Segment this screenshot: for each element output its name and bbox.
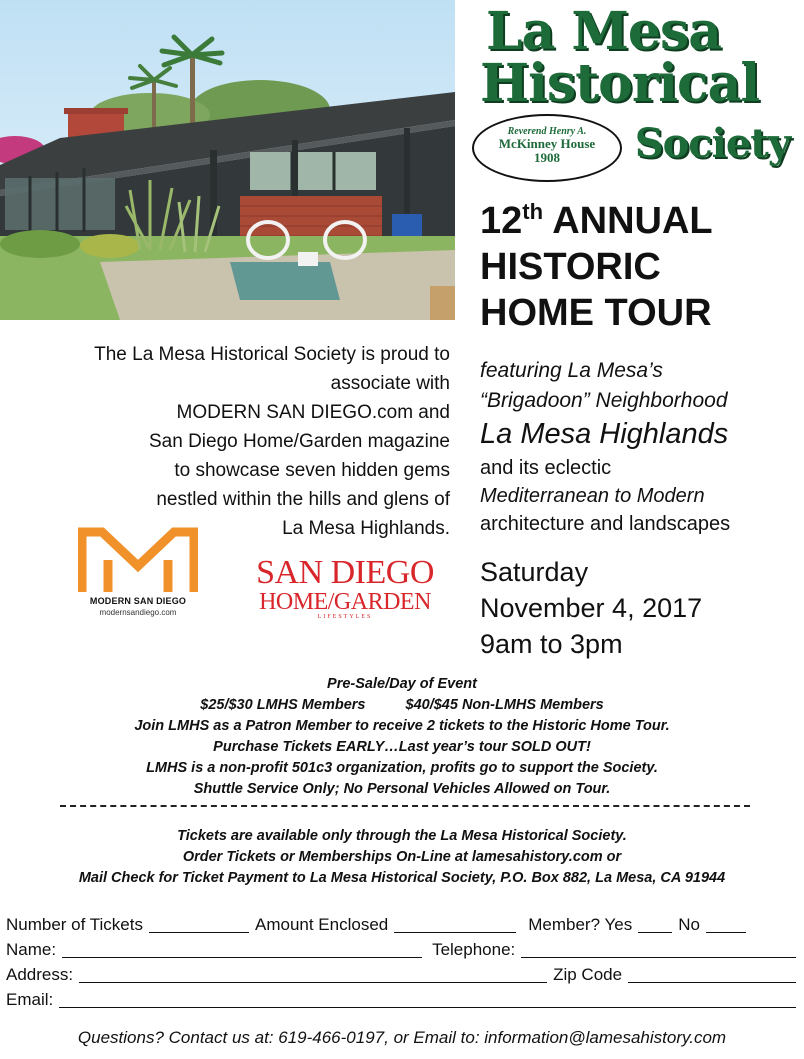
info-line: Join LMHS as a Patron Member to receive 2 tickets to the Historic Home Tour. (134, 718, 670, 734)
event-date-line: November 4, 2017 (480, 593, 703, 623)
info-line: Purchase Tickets EARLY…Last year’s tour SOLD OUT! (213, 739, 591, 755)
featuring-line1: featuring La Mesa’s (480, 359, 663, 382)
form-row-name (6, 937, 802, 962)
sdhg-line1: SAN DIEGO (256, 554, 434, 591)
logo-society: Society (634, 120, 790, 167)
event-time: 9am to 3pm (480, 629, 623, 659)
eclectic-line3: architecture and landscapes (480, 513, 731, 535)
event-day: Saturday (480, 557, 589, 587)
msd-name: MODERN SAN DIEGO (89, 596, 187, 606)
form-row-email (6, 987, 802, 1012)
eclectic-line2: Mediterranean to Modern (480, 485, 705, 507)
highlands-heading: La Mesa Highlands (480, 418, 729, 450)
logo-house-oval (472, 114, 622, 182)
featuring-line2: “Brigadoon” Neighborhood (480, 389, 728, 412)
amount-label: Amount Enclosed (255, 915, 389, 934)
zip-label: Zip Code (553, 965, 623, 984)
house-photo (0, 0, 455, 320)
member-no-field[interactable] (706, 915, 746, 933)
intro-line: La Mesa Highlands. (282, 518, 450, 539)
san-diego-home-garden-logo (242, 556, 448, 620)
order-form (6, 912, 802, 1012)
order-line: Order Tickets or Memberships On-Line at lamesahistory.com or (182, 849, 622, 865)
info-line: Shuttle Service Only; No Personal Vehicles Allowed on Tour. (193, 781, 611, 797)
intro-line: to showcase seven hidden gems (174, 460, 450, 481)
contact-line: Questions? Contact us at: 619-466-0197, or Email to: information@lamesahistory.com (77, 1028, 727, 1047)
intro-line: nestled within the hills and glens of (156, 489, 450, 510)
info-line: Pre-Sale/Day of Event (327, 676, 477, 692)
amount-field[interactable] (394, 915, 516, 933)
tour-annual: ANNUAL (552, 200, 713, 242)
address-label: Address: (6, 965, 74, 984)
modern-san-diego-mark-icon (78, 526, 198, 594)
logo-la-mesa: La Mesa (486, 1, 721, 62)
name-field[interactable] (62, 940, 422, 958)
member-yes-field[interactable] (638, 915, 672, 933)
intro-line: San Diego Home/Garden magazine (148, 431, 450, 452)
order-line: Mail Check for Ticket Payment to La Mesa Historical Society, P.O. Box 882, La Mesa, CA 91944 (78, 870, 726, 886)
member-no-label: No (678, 915, 700, 934)
price-members: $25/$30 LMHS Members (200, 697, 366, 713)
price-row (0, 695, 804, 716)
info-line: LMHS is a non-profit 501c3 organization, profits go to support the Society. (146, 760, 658, 776)
telephone-field[interactable] (521, 940, 796, 958)
intro-line: MODERN SAN DIEGO.com and (176, 402, 450, 423)
eclectic-text (480, 454, 800, 538)
intro-line: associate with (330, 373, 450, 394)
msd-url: modernsandiego.com (99, 608, 177, 617)
email-field[interactable] (59, 990, 796, 1008)
order-info (0, 826, 804, 889)
member-label: Member? Yes (528, 915, 633, 934)
zip-field[interactable] (628, 965, 796, 983)
address-field[interactable] (79, 965, 547, 983)
tickets-field[interactable] (149, 915, 249, 933)
intro-line: The La Mesa Historical Society is proud to (94, 344, 450, 365)
tickets-label: Number of Tickets (6, 915, 143, 934)
sdhg-line3: LIFESTYLES (317, 614, 373, 620)
dashed-divider (60, 805, 750, 807)
tour-historic: HISTORIC (480, 246, 661, 288)
intro-paragraph (40, 340, 450, 543)
email-label: Email: (6, 990, 54, 1009)
ticket-info (0, 674, 804, 800)
modern-san-diego-logo (78, 526, 198, 626)
logo-house-line1: Reverend Henry A. (507, 126, 587, 137)
form-row-address (6, 962, 802, 987)
logo-historical: Historical (480, 53, 760, 114)
tour-title (480, 198, 790, 336)
sdhg-line2: HOME/GARDEN (259, 589, 431, 615)
name-label: Name: (6, 940, 57, 959)
eclectic-line1: and its eclectic (480, 457, 612, 479)
event-date (480, 554, 800, 662)
featuring-text (480, 356, 800, 416)
telephone-label: Telephone: (432, 940, 516, 959)
form-row-tickets (6, 912, 802, 937)
logo-house-line2: McKinney House (498, 136, 596, 151)
lmhs-logo (468, 1, 798, 194)
tour-number: 12 (480, 200, 523, 242)
tour-home-tour: HOME TOUR (480, 292, 712, 334)
logo-house-line3: 1908 (534, 150, 560, 165)
order-line: Tickets are available only through the La Mesa Historical Society. (177, 828, 627, 844)
tour-ordinal: th (522, 199, 544, 224)
price-nonmembers: $40/$45 Non-LMHS Members (405, 697, 604, 713)
